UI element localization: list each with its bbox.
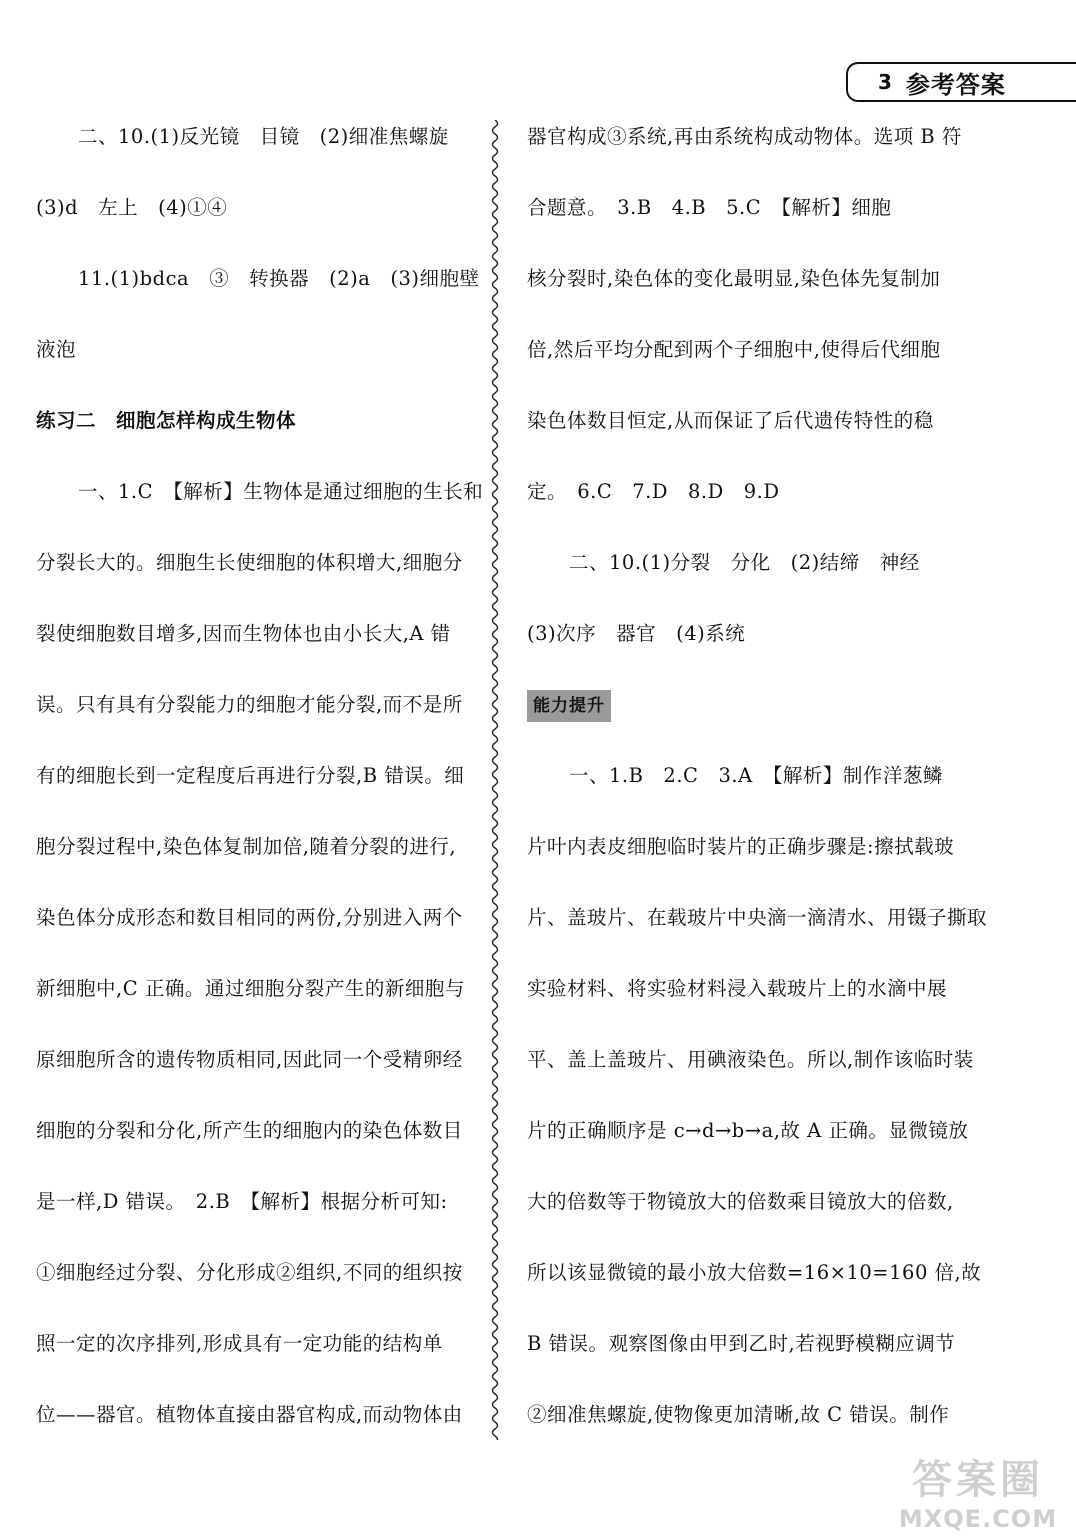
- text-line: 片叶内表皮细胞临时装片的正确步骤是:擦拭载玻: [527, 835, 955, 858]
- text-line: 液泡: [36, 338, 77, 361]
- text-line: 大的倍数等于物镜放大的倍数乘目镜放大的倍数,: [527, 1190, 954, 1213]
- text-line: 新细胞中,C 正确。通过细胞分裂产生的新细胞与: [36, 977, 465, 1000]
- watermark-logo: 答案圈 MXQE.COM: [898, 1457, 1058, 1533]
- column-divider-wavy: [488, 120, 502, 1440]
- text-line: 平、盖上盖玻片、用碘液染色。所以,制作该临时装: [527, 1048, 974, 1071]
- text-line: 裂使细胞数目增多,因而生物体也由小长大,A 错: [36, 622, 451, 645]
- text-line: 一、1.C 【解析】生物体是通过细胞的生长和: [78, 480, 484, 503]
- text-line: 染色体分成形态和数目相同的两份,分别进入两个: [36, 906, 463, 929]
- section-badge-label: 能力提升: [527, 690, 611, 722]
- text-line: 二、10.(1)分裂 分化 (2)结缔 神经: [569, 551, 920, 574]
- section-badge: [527, 690, 611, 722]
- text-line: 合题意。 3.B 4.B 5.C 【解析】细胞: [527, 196, 892, 219]
- page-header-title: 参考答案: [905, 70, 1006, 99]
- page-header-tab: [846, 62, 1076, 102]
- text-line: 位——器官。植物体直接由器官构成,而动物体由: [36, 1403, 463, 1426]
- text-line: 定。 6.C 7.D 8.D 9.D: [527, 480, 780, 503]
- text-line: 片、盖玻片、在载玻片中央滴一滴清水、用镊子撕取: [527, 906, 988, 929]
- text-line: 误。只有具有分裂能力的细胞才能分裂,而不是所: [36, 693, 463, 716]
- text-line: B 错误。观察图像由甲到乙时,若视野模糊应调节: [527, 1332, 956, 1355]
- text-line: 二、10.(1)反光镜 目镜 (2)细准焦螺旋: [78, 125, 449, 148]
- text-line: 细胞的分裂和分化,所产生的细胞内的染色体数目: [36, 1119, 463, 1142]
- text-line: 11.(1)bdca ③ 转换器 (2)a (3)细胞壁: [78, 267, 480, 290]
- text-line: 分裂长大的。细胞生长使细胞的体积增大,细胞分: [36, 551, 463, 574]
- text-line: ②细准焦螺旋,使物像更加清晰,故 C 错误。制作: [527, 1403, 950, 1426]
- text-line: 原细胞所含的遗传物质相同,因此同一个受精卵经: [36, 1048, 463, 1071]
- text-line: 是一样,D 错误。 2.B 【解析】根据分析可知:: [36, 1190, 448, 1213]
- text-line: 所以该显微镜的最小放大倍数=16×10=160 倍,故: [527, 1261, 982, 1284]
- text-line: 一、1.B 2.C 3.A 【解析】制作洋葱鳞: [569, 764, 943, 787]
- text-line: 倍,然后平均分配到两个子细胞中,使得后代细胞: [527, 338, 941, 361]
- text-line: 实验材料、将实验材料浸入载玻片上的水滴中展: [527, 977, 948, 1000]
- text-line: (3)次序 器官 (4)系统: [527, 622, 746, 645]
- text-line: ①细胞经过分裂、分化形成②组织,不同的组织按: [36, 1261, 463, 1284]
- text-line: 核分裂时,染色体的变化最明显,染色体先复制加: [527, 267, 941, 290]
- section-heading: 练习二 细胞怎样构成生物体: [36, 409, 297, 432]
- text-line: (3)d 左上 (4)①④: [36, 196, 228, 219]
- text-line: 器官构成③系统,再由系统构成动物体。选项 B 符: [527, 125, 962, 148]
- text-line: 照一定的次序排列,形成具有一定功能的结构单: [36, 1332, 443, 1355]
- text-line: 有的细胞长到一定程度后再进行分裂,B 错误。细: [36, 764, 465, 787]
- text-line: 染色体数目恒定,从而保证了后代遗传特性的稳: [527, 409, 934, 432]
- page-number: 3: [878, 70, 892, 94]
- text-line: 片的正确顺序是 c→d→b→a,故 A 正确。显微镜放: [527, 1119, 969, 1142]
- text-line: 胞分裂过程中,染色体复制加倍,随着分裂的进行,: [36, 835, 457, 858]
